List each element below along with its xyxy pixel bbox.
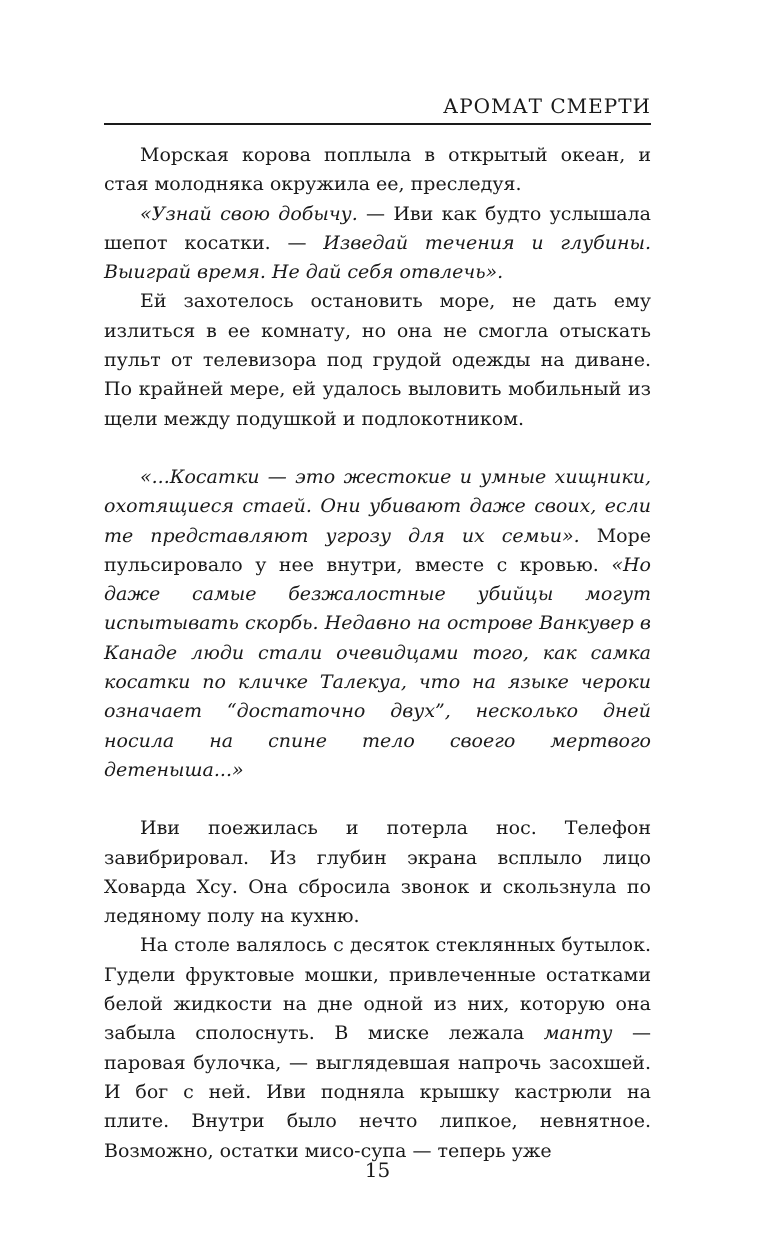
paragraph-2-plain: — Иви как будто услышала шепот косатки. — bbox=[104, 202, 651, 254]
paragraph-2 bbox=[104, 200, 651, 288]
running-header: АРОМАТ СМЕРТИ bbox=[443, 94, 651, 118]
header-rule bbox=[104, 123, 651, 125]
page-number: 15 bbox=[364, 1158, 391, 1182]
paragraph-4-quote bbox=[104, 463, 651, 785]
paragraph-4-italic-a: «...Косатки — это жестокие и умные хищники, охотящиеся стаей. Они убивают даже своих, если те представляют угрозу для их семьи». bbox=[104, 465, 651, 547]
paragraph-4-italic-b: «Но даже самые безжалостные убийцы могут испытывать скорбь. Недавно на острове Ванкувер в Канаде люди стали очевидцами того, как самка косатки по кличке Талекуа, что на языке чероки означает “достаточно двух”, несколько дней носила на спине тело своего мертвого детеныша...» bbox=[104, 553, 651, 781]
paragraph-6-plain-b: — паровая булочка, — выглядевшая напрочь засохшей. И бог с ней. Иви подняла крышку кастрюли на плите. Внутри было нечто липкое, невнятное. Возможно, остатки мисо-супа — теперь уже bbox=[104, 1022, 651, 1162]
paragraph-1: Морская корова поплыла в открытый океан, и стая молодняка окружила ее, преследуя. bbox=[104, 144, 651, 196]
paragraph-6-italic: манту bbox=[543, 1022, 613, 1045]
paragraph-6-plain-a: На столе валялось с десяток стеклянных бутылок. Гудели фруктовые мошки, привлеченные остатками белой жидкости на дне одной из них, которую она забыла сполоснуть. В миске лежала bbox=[104, 934, 651, 1045]
paragraph-2-italic-b: Изведай течения и глубины. Выиграй время. Не дай себя отвлечь». bbox=[104, 231, 652, 284]
paragraph-6 bbox=[104, 931, 651, 1165]
paragraph-2-italic-a: «Узнай свою добычу. bbox=[140, 202, 358, 225]
paragraph-3: Ей захотелось остановить море, не дать ему излиться в ее комнату, но она не смогла отыскать пульт от телевизора под грудой одежды на диване. По крайней мере, ей удалось выловить мобильный из щели между подушкой и подлокотником. bbox=[104, 290, 651, 430]
paragraph-5: Иви поежилась и потерла нос. Телефон завибрировал. Из глубин экрана всплыло лицо Ховарда Хсу. Она сбросила звонок и скользнула по ледяному полу на кухню. bbox=[104, 817, 651, 928]
body-text bbox=[104, 141, 651, 1166]
paragraph-4-plain: Море пульсировало у нее внутри, вместе с кровью. bbox=[104, 524, 651, 576]
